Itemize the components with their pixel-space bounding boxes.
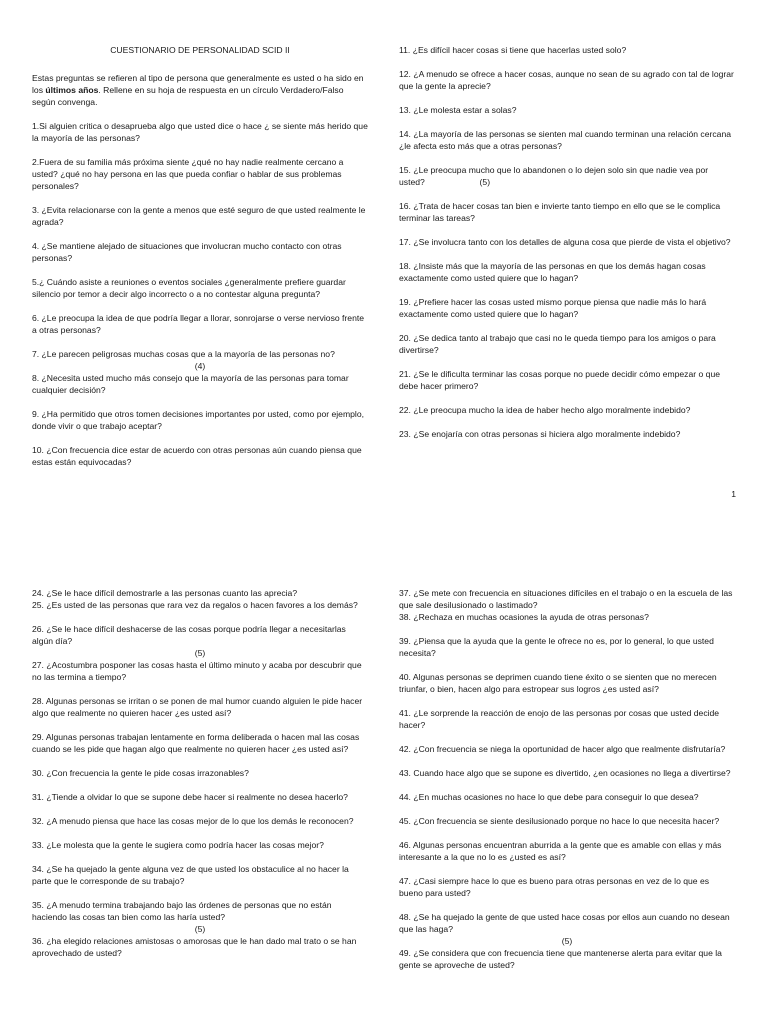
question-46: 46. Algunas personas encuentran aburrida a la gente que es amable con ellas y más interesante a la que no lo es ¿usted es así? bbox=[399, 840, 722, 862]
question-20: 20. ¿Se dedica tanto al trabajo que casi no le queda tiempo para los amigos o para divertirse? bbox=[399, 333, 716, 355]
page-number: 1 bbox=[731, 489, 736, 499]
question-15 bbox=[399, 164, 735, 188]
question-8: 8. ¿Necesita usted mucho más consejo que la mayoría de las personas para tomar cualquier decisión? bbox=[32, 373, 349, 395]
question-48-note: (5) bbox=[561, 936, 573, 946]
question-15-note: (5) bbox=[479, 177, 491, 187]
question-45: 45. ¿Con frecuencia se siente desilusionado porque no hace lo que necesita hacer? bbox=[399, 816, 720, 826]
question-34: 34. ¿Se ha quejado la gente alguna vez de que usted los obstaculice al no hacer la parte que le corresponde de su trabajo? bbox=[32, 864, 349, 886]
question-42: 42. ¿Con frecuencia se niega la oportunidad de hacer algo que realmente disfrutaría? bbox=[399, 744, 726, 754]
question-3: 3. ¿Evita relacionarse con la gente a menos que esté seguro de que usted realmente le agrada? bbox=[32, 205, 366, 227]
question-37: 37. ¿Se mete con frecuencia en situaciones difíciles en el trabajo o en la escuela de las que sale desilusionado o lastimado? bbox=[399, 588, 733, 610]
question-25: 25. ¿Es usted de las personas que rara vez da regalos o hacen favores a los demás? bbox=[32, 600, 358, 610]
question-29: 29. Algunas personas trabajan lentamente en forma deliberada o hacen mal las cosas cuando se les pide que hagan algo que realmente no quieren hacer ¿es usted así? bbox=[32, 732, 360, 754]
question-10: 10. ¿Con frecuencia dice estar de acuerdo con otras personas aún cuando piensa que estas están equivocadas? bbox=[32, 445, 362, 467]
question-40: 40. Algunas personas se deprimen cuando tiene éxito o se sienten que no merecen triunfar, o bien, hacen algo para estropear sus logros ¿es usted así? bbox=[399, 672, 717, 694]
question-15-text: 15. ¿Le preocupa mucho que lo abandonen o lo dejen solo sin que nadie vea por usted? bbox=[399, 165, 709, 187]
question-19: 19. ¿Prefiere hacer las cosas usted mismo porque piensa que nadie más lo hará exactamente como usted quiere que lo hagan? bbox=[399, 297, 707, 319]
question-24: 24. ¿Se le hace difícil demostrarle a las personas cuanto las aprecia? bbox=[32, 588, 298, 598]
question-9: 9. ¿Ha permitido que otros tomen decisiones importantes por usted, como por ejemplo, donde vivir o que trabajo aceptar? bbox=[32, 409, 364, 431]
question-43: 43. Cuando hace algo que se supone es divertido, ¿en ocasiones no llega a divertirse? bbox=[399, 768, 731, 778]
question-35-note: (5) bbox=[194, 924, 206, 934]
question-47: 47. ¿Casi siempre hace lo que es bueno para otras personas en vez de lo que es bueno para usted? bbox=[399, 876, 710, 898]
question-48: 48. ¿Se ha quejado la gente de que usted hace cosas por ellos aun cuando no desean que las haga? bbox=[399, 912, 730, 934]
instructions-emphasis: últimos años bbox=[45, 85, 99, 95]
document-page-2 bbox=[0, 540, 768, 1024]
question-36: 36. ¿ha elegido relaciones amistosas o amorosas que le han dado mal trato o se han aprovechado de usted? bbox=[32, 936, 357, 958]
page-1-left-column bbox=[32, 44, 368, 480]
question-4: 4. ¿Se mantiene alejado de situaciones que involucran mucho contacto con otras personas? bbox=[32, 241, 342, 263]
question-23: 23. ¿Se enojaría con otras personas si hiciera algo moralmente indebido? bbox=[399, 429, 681, 439]
question-26-note: (5) bbox=[194, 648, 206, 658]
question-17: 17. ¿Se involucra tanto con los detalles de alguna cosa que pierde de vista el objetivo? bbox=[399, 237, 731, 247]
question-39: 39. ¿Piensa que la ayuda que la gente le ofrece no es, por lo general, lo que usted necesita? bbox=[399, 636, 714, 658]
question-22: 22. ¿Le preocupa mucho la idea de haber hecho algo moralmente indebido? bbox=[399, 405, 691, 415]
instructions-text-end: . Rellene en su hoja de respuesta en un círculo Verdadero/Falso según convenga. bbox=[32, 85, 344, 107]
question-41: 41. ¿Le sorprende la reacción de enojo de las personas por cosas que usted decide hacer? bbox=[399, 708, 720, 730]
question-31: 31. ¿Tiende a olvidar lo que se supone debe hacer si realmente no desea hacerlo? bbox=[32, 792, 348, 802]
question-30: 30. ¿Con frecuencia la gente le pide cosas irrazonables? bbox=[32, 768, 249, 778]
instructions-paragraph bbox=[32, 72, 368, 108]
page-2-right-column bbox=[399, 587, 735, 983]
page-1-right-column bbox=[399, 44, 735, 452]
instructions-text: Estas preguntas se refieren al tipo de persona que generalmente es usted o ha sido en los bbox=[32, 73, 364, 95]
question-13: 13. ¿Le molesta estar a solas? bbox=[399, 105, 517, 115]
question-2: 2.Fuera de su familia más próxima siente ¿qué no hay nadie realmente cercano a usted? ¿qué no hay persona en las que pueda confiar o hablar de sus problemas personales? bbox=[32, 157, 344, 191]
question-26: 26. ¿Se le hace difícil deshacerse de las cosas porque podría llegar a necesitarlas algún día? bbox=[32, 624, 346, 646]
question-32: 32. ¿A menudo piensa que hace las cosas mejor de lo que los demás le reconocen? bbox=[32, 816, 354, 826]
question-12: 12. ¿A menudo se ofrece a hacer cosas, aunque no sean de su agrado con tal de lograr que la gente la aprecie? bbox=[399, 69, 734, 91]
page-2-left-column bbox=[32, 587, 368, 971]
question-33: 33. ¿Le molesta que la gente le sugiera como podría hacer las cosas mejor? bbox=[32, 840, 324, 850]
question-28: 28. Algunas personas se irritan o se ponen de mal humor cuando alguien le pide hacer algo que realmente no quieren hacer ¿es usted así? bbox=[32, 696, 363, 718]
question-5: 5.¿ Cuándo asiste a reuniones o eventos sociales ¿generalmente prefiere guardar silencio por temor a decir algo incorrecto o a no contestar alguna pregunta? bbox=[32, 277, 346, 299]
document-title: CUESTIONARIO DE PERSONALIDAD SCID II bbox=[110, 45, 290, 55]
question-1: 1.Si alguien critica o desaprueba algo que usted dice o hace ¿ se siente más herido que la mayoría de las personas? bbox=[32, 121, 368, 143]
question-49: 49. ¿Se considera que con frecuencia tiene que mantenerse alerta para evitar que la gente se aproveche de usted? bbox=[399, 948, 722, 970]
question-21: 21. ¿Se le dificulta terminar las cosas porque no puede decidir cómo empezar o que debe hacer primero? bbox=[399, 369, 721, 391]
question-35: 35. ¿A menudo termina trabajando bajo las órdenes de personas que no están haciendo las cosas tan bien como las haría usted? bbox=[32, 900, 332, 922]
question-27: 27. ¿Acostumbra posponer las cosas hasta el último minuto y acaba por descubrir que no las termina a tiempo? bbox=[32, 660, 362, 682]
question-14: 14. ¿La mayoría de las personas se sienten mal cuando terminan una relación cercana ¿le afecta esto más que a otras personas? bbox=[399, 129, 732, 151]
question-44: 44. ¿En muchas ocasiones no hace lo que debe para conseguir lo que desea? bbox=[399, 792, 699, 802]
question-18: 18. ¿Insiste más que la mayoría de las personas en que los demás hagan cosas exactamente como usted quiere que lo hagan? bbox=[399, 261, 706, 283]
question-38: 38. ¿Rechaza en muchas ocasiones la ayuda de otras personas? bbox=[399, 612, 649, 622]
question-11: 11. ¿Es difícil hacer cosas si tiene que hacerlas usted solo? bbox=[399, 45, 627, 55]
question-6: 6. ¿Le preocupa la idea de que podría llegar a llorar, sonrojarse o verse nervioso frente a otras personas? bbox=[32, 313, 365, 335]
question-7-note: (4) bbox=[194, 361, 206, 371]
question-7: 7. ¿Le parecen peligrosas muchas cosas que a la mayoría de las personas no? bbox=[32, 349, 335, 359]
question-16: 16. ¿Trata de hacer cosas tan bien e invierte tanto tiempo en ello que se le complica terminar las tareas? bbox=[399, 201, 721, 223]
